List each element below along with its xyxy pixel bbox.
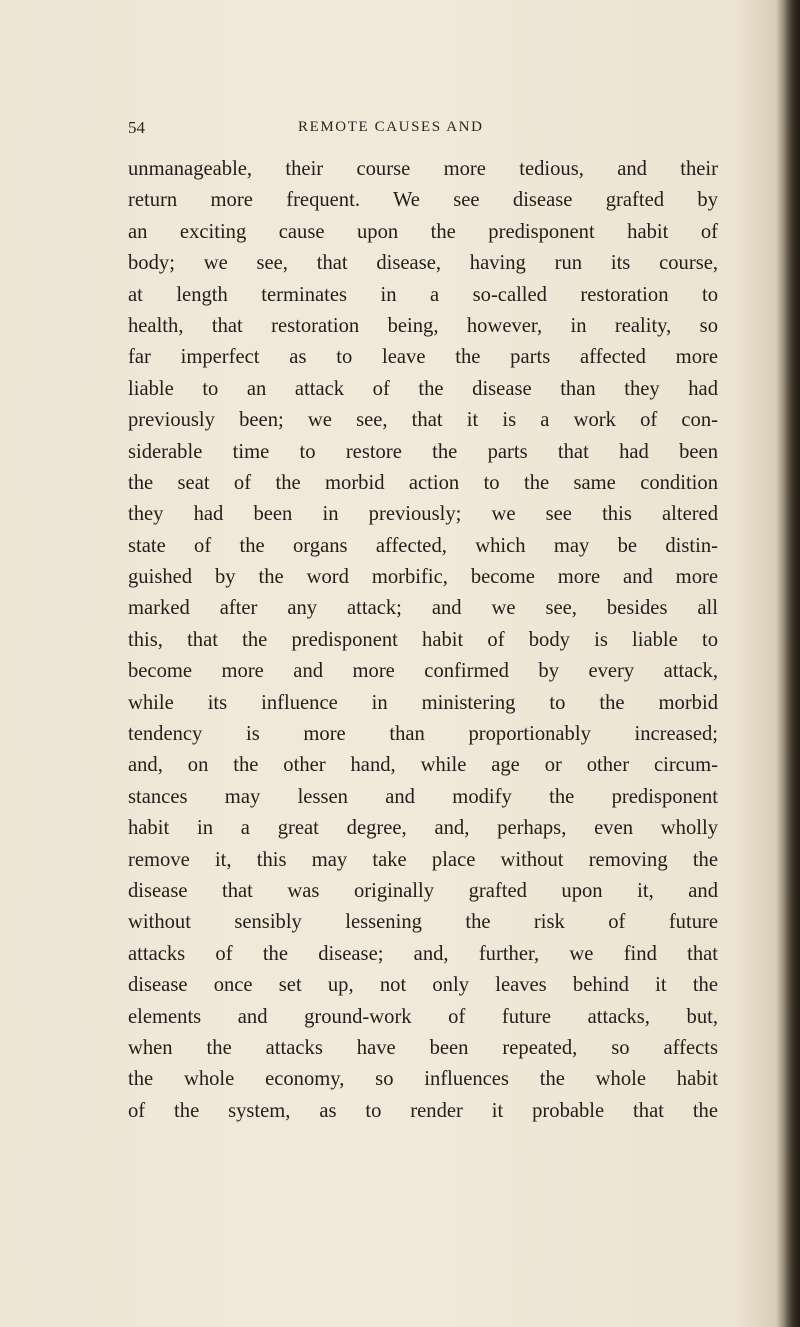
text-line: habit in a great degree, and, perhaps, even wholly xyxy=(128,817,718,840)
body-text xyxy=(128,154,718,1127)
text-line: when the attacks have been repeated, so affects xyxy=(128,1036,718,1059)
text-line: guished by the word morbific, become more and more xyxy=(128,566,718,589)
text-line: this, that the predisponent habit of body is liable to xyxy=(128,628,718,651)
text-line: the seat of the morbid action to the same condition xyxy=(128,471,718,494)
text-line: disease once set up, not only leaves behind it the xyxy=(128,974,718,997)
text-line: elements and ground-work of future attacks, but, xyxy=(128,1005,718,1028)
text-line: and, on the other hand, while age or other circum- xyxy=(128,754,718,777)
text-line: disease that was originally grafted upon it, and xyxy=(128,879,718,902)
page-number: 54 xyxy=(128,118,145,137)
text-line: liable to an attack of the disease than they had xyxy=(128,377,718,400)
text-line: body; we see, that disease, having run its course, xyxy=(128,252,718,275)
text-line: previously been; we see, that it is a work of con- xyxy=(128,409,718,432)
text-line: stances may lessen and modify the predisponent xyxy=(128,785,718,808)
text-line: siderable time to restore the parts that had been xyxy=(128,440,718,463)
text-line: health, that restoration being, however, in reality, so xyxy=(128,314,718,337)
text-line: remove it, this may take place without removing the xyxy=(128,848,718,871)
text-line: attacks of the disease; and, further, we find that xyxy=(128,942,718,965)
text-line: at length terminates in a so-called restoration to xyxy=(128,283,718,306)
text-line: become more and more confirmed by every attack, xyxy=(128,660,718,683)
page-header xyxy=(128,118,688,146)
text-line: of the system, as to render it probable that the xyxy=(128,1099,718,1122)
text-line: state of the organs affected, which may be distin- xyxy=(128,534,718,557)
text-line: unmanageable, their course more tedious, and their xyxy=(128,158,718,180)
text-line: without sensibly lessening the risk of future xyxy=(128,911,718,934)
text-line: while its influence in ministering to the morbid xyxy=(128,691,718,714)
page-edge-shadow xyxy=(784,0,800,1327)
text-line: tendency is more than proportionably increased; xyxy=(128,723,718,746)
text-line: return more frequent. We see disease grafted by xyxy=(128,189,718,212)
text-line: they had been in previously; we see this altered xyxy=(128,503,718,526)
text-line: far imperfect as to leave the parts affected more xyxy=(128,346,718,369)
text-line: the whole economy, so influences the whole habit xyxy=(128,1068,718,1091)
text-line: marked after any attack; and we see, besides all xyxy=(128,597,718,620)
running-head: REMOTE CAUSES AND xyxy=(298,119,484,135)
text-line: an exciting cause upon the predisponent habit of xyxy=(128,220,718,243)
